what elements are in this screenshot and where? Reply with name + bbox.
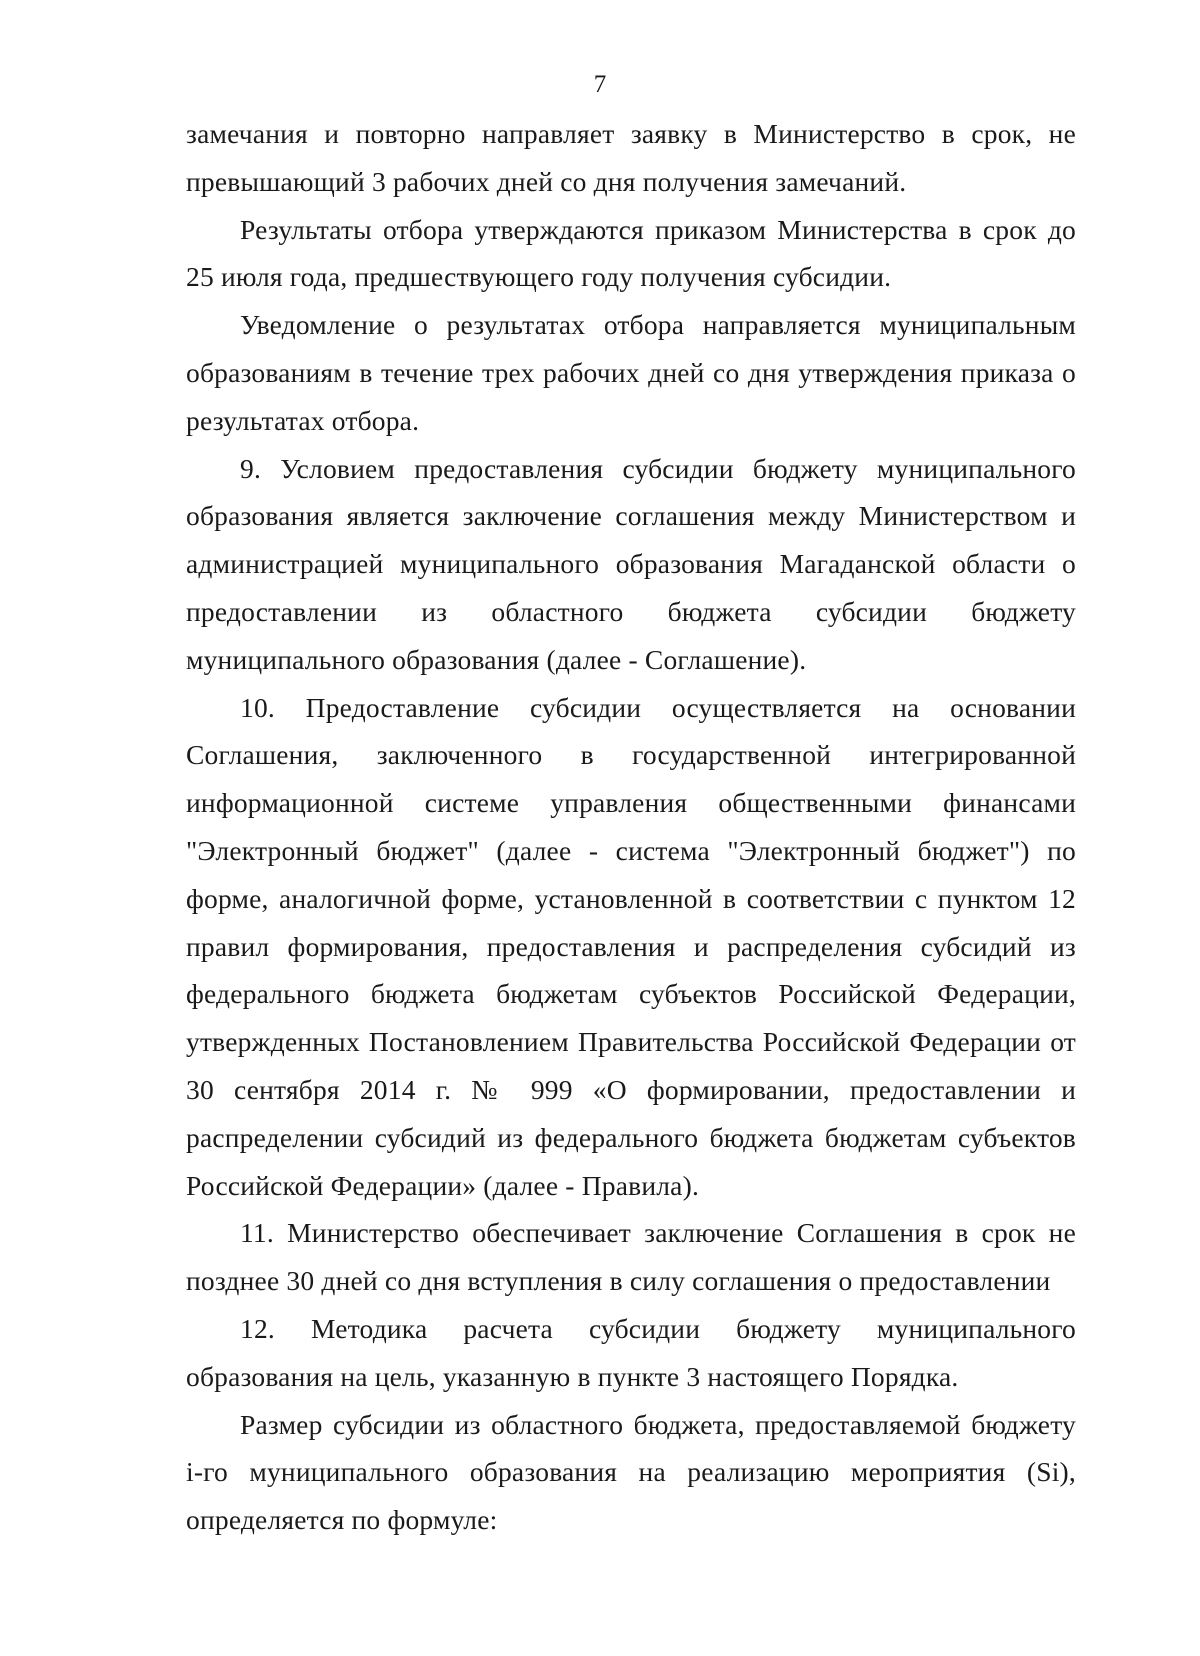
paragraph-item-12: 12. Методика расчета субсидии бюджету муниципального образования на цель, указанную в пункте 3 настоящего Порядка. xyxy=(186,1312,1076,1392)
paragraph-notification: Уведомление о результатах отбора направляется муниципальным образованиям в течение трех рабочих дней со дня утверждения приказа о результатах отбора. xyxy=(186,309,1076,436)
paragraph-item-10: 10. Предоставление субсидии осуществляется на основании Соглашения, заключенного в государственной интегрированной информационной системе управления общественными финансами "Электронный бюджет" (далее - система "Электронный бюджет") по форме, аналогичной форме, установленной в соответствии с пунктом 12 правил формирования, предоставления и распределения субсидий из федерального бюджета бюджетам субъектов Российской Федерации, утвержденных Постановлением Правительства Российской Федерации от 30 сентября 2014 г. № 999 «О формировании, предоставлении и распределении субсидий из федерального бюджета бюджетам субъектов Российской Федерации» (далее - Правила). xyxy=(186,691,1076,1201)
page-number: 7 xyxy=(593,71,607,98)
paragraph-item-9: 9. Условием предоставления субсидии бюджету муниципального образования является заключение соглашения между Министерством и администрацией муниципального образования Магаданской области о предоставлении из областного бюджета субсидии бюджету муниципального образования (далее - Соглашение). xyxy=(186,452,1076,675)
document-body xyxy=(186,110,1076,1544)
paragraph-continuation: замечания и повторно направляет заявку в Министерство в срок, не превышающий 3 рабочих дней со дня получения замечаний. xyxy=(186,118,1076,197)
paragraph-item-11: 11. Министерство обеспечивает заключение Соглашения в срок не позднее 30 дней со дня вступления в силу соглашения о предоставлении xyxy=(186,1217,1076,1297)
paragraph-selection-results: Результаты отбора утверждаются приказом Министерства в срок до 25 июля года, предшествующего году получения субсидии. xyxy=(186,213,1076,293)
paragraph-subsidy-size: Размер субсидии из областного бюджета, предоставляемой бюджету i-го муниципального образования на реализацию мероприятия (Si), определяется по формуле: xyxy=(186,1408,1076,1536)
